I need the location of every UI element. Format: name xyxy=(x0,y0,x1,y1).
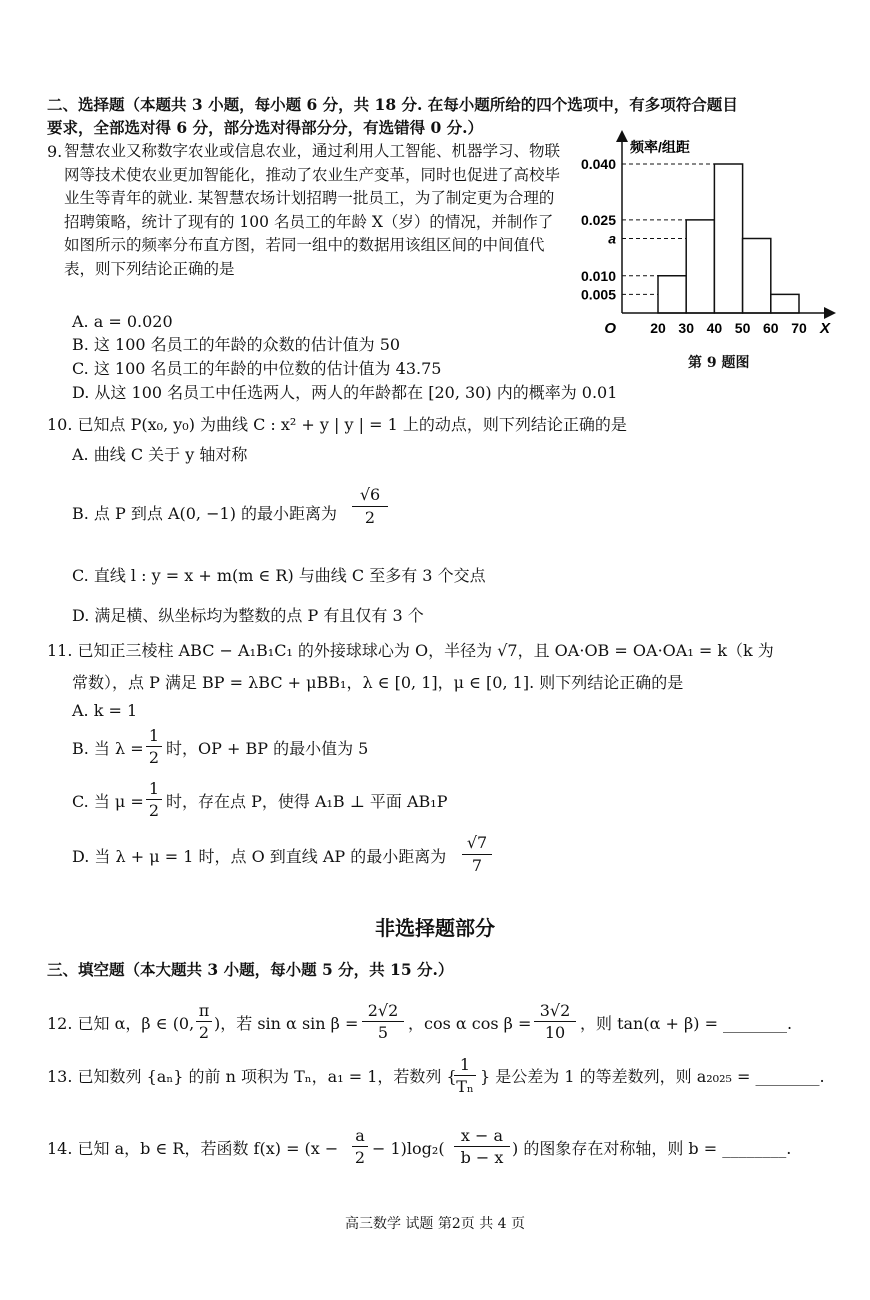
histogram-bar xyxy=(771,294,799,313)
fraction-denominator: 10 xyxy=(544,1023,566,1042)
y-tick-label: 0.025 xyxy=(580,211,616,228)
fraction-denominator: 2 xyxy=(198,1023,210,1042)
q10-option-d: D. 满足横、纵坐标均为整数的点 P 有且仅有 3 个 xyxy=(72,606,424,625)
fraction-numerator: 3√2 xyxy=(534,1000,576,1022)
fraction-numerator: √7 xyxy=(462,832,492,855)
y-axis-label: 频率/组距 xyxy=(630,139,690,155)
q9-histogram xyxy=(570,128,840,353)
q11-line2: 常数），点 P 满足 BP = λBC + μBB₁，λ ∈ [0, 1]，μ ∈ [0, 1]. 则下列结论正确的是 xyxy=(72,673,684,692)
q10-option-b: B. 点 P 到点 A(0, −1) 的最小距离为 xyxy=(72,504,338,523)
q12-pre: 12. 已知 α，β ∈ (0, xyxy=(47,1014,195,1033)
q13-fraction xyxy=(454,1054,476,1097)
origin-label: O xyxy=(604,320,616,337)
q11-option-c-post: 时，存在点 P，使得 A₁B ⊥ 平面 AB₁P xyxy=(166,792,448,811)
q9-stem: 智慧农业又称数字农业或信息农业，通过利用人工智能、机器学习、物联网等技术使农业更加智能化，推动了农业生产变革，同时也促进了高校毕业生等青年的就业. 某智慧农场计划招聘一批员工，为了制定更为合理的招聘策略，统计了现有的 100 名员工的年龄 X（岁）的情况，并制作了如图所示的频率分布直方图，若同一组中的数据用该组区间的中间值代表，则下列结论正确的是 xyxy=(64,142,561,278)
q11-option-d-fraction xyxy=(462,832,492,877)
y-tick-label: a xyxy=(608,230,616,247)
q12-fraction1 xyxy=(362,1000,404,1043)
fraction-denominator: 2 xyxy=(364,508,376,527)
x-tick-label: 40 xyxy=(706,320,723,336)
x-tick-label: 60 xyxy=(763,320,779,336)
q14-mid: − 1)log₂( xyxy=(372,1139,445,1158)
y-tick-label: 0.040 xyxy=(580,156,616,172)
q12-pi-fraction xyxy=(196,1000,212,1043)
q11-option-b-post: 时，OP + BP 的最小值为 5 xyxy=(166,739,369,758)
x-tick-label: 20 xyxy=(650,320,666,336)
fraction-numerator: x − a xyxy=(454,1125,510,1147)
q11-option-a: A. k = 1 xyxy=(72,701,138,720)
q11-line1: 11. 已知正三棱柱 ABC − A₁B₁C₁ 的外接球球心为 O，半径为 √7，且 OA·OB = OA·OA₁ = k（k 为 xyxy=(47,641,774,660)
q10-option-b-fraction xyxy=(352,484,388,529)
q13-pre: 13. 已知数列 {aₙ} 的前 n 项积为 Tₙ，a₁ = 1，若数列 { xyxy=(47,1067,457,1086)
x-axis-label: X xyxy=(820,320,831,337)
fraction-denominator: 7 xyxy=(471,856,483,875)
histogram-bar xyxy=(686,220,714,313)
fraction-numerator: 1 xyxy=(146,778,162,800)
fraction-denominator: Tₙ xyxy=(456,1077,474,1096)
q9-option-b: B. 这 100 名员工的年龄的众数的估计值为 50 xyxy=(72,335,401,354)
section2-header-line1: 二、选择题（本题共 3 小题，每小题 6 分，共 18 分. 在每小题所给的四个选项中，有多项符合题目 xyxy=(47,95,738,114)
q11-option-d: D. 当 λ + μ = 1 时，点 O 到直线 AP 的最小距离为 xyxy=(72,847,447,866)
histogram-bar xyxy=(658,276,686,313)
q14-post: ) 的图象存在对称轴，则 b = ________. xyxy=(512,1139,792,1158)
fraction-numerator: 1 xyxy=(146,725,162,747)
q11-option-b-pre: B. 当 λ = xyxy=(72,739,144,758)
page-footer: 高三数学 试题 第2页 共 4 页 xyxy=(344,1216,526,1232)
fraction-numerator: π xyxy=(196,1000,212,1022)
q11-option-c-fraction xyxy=(146,778,162,821)
y-tick-label: 0.005 xyxy=(580,286,616,303)
fraction-denominator: b − x xyxy=(460,1148,504,1167)
fraction-denominator: 2 xyxy=(354,1148,366,1167)
q14-fraction2 xyxy=(454,1125,510,1168)
part-title: 非选择题部分 xyxy=(375,916,495,940)
q9-number: 9. xyxy=(47,142,63,161)
x-tick-label: 70 xyxy=(791,320,807,336)
q12-fraction2 xyxy=(534,1000,576,1043)
q13-post: } 是公差为 1 的等差数列，则 a₂₀₂₅ = ________. xyxy=(480,1067,825,1086)
q10-option-a: A. 曲线 C 关于 y 轴对称 xyxy=(72,445,248,464)
q9-option-c: C. 这 100 名员工的年龄的中位数的估计值为 43.75 xyxy=(72,359,442,378)
fraction-numerator: 2√2 xyxy=(362,1000,404,1022)
histogram-bar xyxy=(714,164,742,313)
q11-option-b-fraction xyxy=(146,725,162,768)
q14-pre: 14. 已知 a，b ∈ R，若函数 f(x) = (x − xyxy=(47,1139,339,1158)
histogram-bar xyxy=(743,239,771,314)
q9-option-d: D. 从这 100 名员工中任选两人，两人的年龄都在 [20, 30) 内的概率为 0.01 xyxy=(72,383,618,402)
q9-figure-caption: 第 9 题图 xyxy=(688,355,750,371)
fraction-denominator: 2 xyxy=(148,748,160,767)
fraction-numerator: a xyxy=(352,1125,368,1147)
q12-post: ，则 tan(α + β) = ________. xyxy=(580,1014,793,1033)
q11-option-c-pre: C. 当 μ = xyxy=(72,792,144,811)
section2-header-line2: 要求，全部选对得 6 分，部分选对得部分分，有选错得 0 分.） xyxy=(47,118,484,137)
fraction-numerator: 1 xyxy=(454,1054,476,1076)
x-tick-label: 50 xyxy=(734,320,751,336)
q10-stem: 10. 已知点 P(x₀, y₀) 为曲线 C : x² + y | y | = 1 上的动点，则下列结论正确的是 xyxy=(47,415,627,434)
fraction-denominator: 5 xyxy=(377,1023,389,1042)
section3-header: 三、填空题（本大题共 3 小题，每小题 5 分，共 15 分.） xyxy=(47,960,454,979)
q10-option-c: C. 直线 l : y = x + m(m ∈ R) 与曲线 C 至多有 3 个交点 xyxy=(72,566,486,585)
q12-mid2: ，cos α cos β = xyxy=(408,1014,532,1033)
x-tick-label: 30 xyxy=(678,320,694,336)
fraction-numerator: √6 xyxy=(352,484,388,507)
y-tick-label: 0.010 xyxy=(580,267,616,284)
q12-mid1: )，若 sin α sin β = xyxy=(214,1014,359,1033)
fraction-denominator: 2 xyxy=(148,801,160,820)
q14-fraction1 xyxy=(352,1125,368,1168)
q9-option-a: A. a = 0.020 xyxy=(72,312,173,331)
